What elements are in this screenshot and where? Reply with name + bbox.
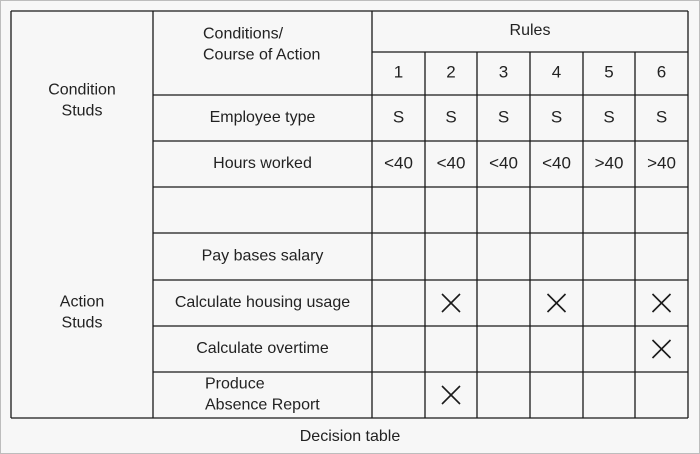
- rule-number-5: 5: [604, 62, 614, 82]
- figure-caption: Decision table: [299, 428, 401, 445]
- row-label: Employee type: [209, 109, 316, 127]
- row-label: Calculate overtime: [196, 340, 329, 358]
- rule-cell-value: >40: [594, 153, 624, 173]
- rule-number-3: 3: [498, 62, 509, 82]
- x-mark: [442, 386, 460, 404]
- rule-number-1: 1: [393, 62, 404, 82]
- row-label: Pay bases salary: [201, 247, 324, 265]
- x-mark: [653, 340, 671, 358]
- row-label: Calculate housing usage: [174, 294, 351, 312]
- rule-cell-value: S: [603, 107, 615, 127]
- rules-header: Rules: [509, 22, 551, 40]
- condition-studs-label: Condition Studs: [48, 81, 116, 120]
- rule-number-2: 2: [446, 62, 456, 82]
- x-mark: [548, 294, 566, 312]
- rule-cell-value: >40: [647, 153, 676, 173]
- row-label: Hours worked: [213, 155, 312, 173]
- table-text: [48, 22, 676, 414]
- x-mark: [442, 294, 460, 312]
- rule-cell-value: S: [550, 107, 563, 127]
- row-label: Produce Absence Report: [205, 375, 320, 414]
- rule-cell-value: S: [655, 107, 668, 127]
- table-marks: [442, 294, 671, 404]
- conditions-course-of-action-header: Conditions/ Course of Action: [203, 25, 321, 64]
- action-studs-label: Action Studs: [59, 293, 105, 332]
- rule-number-6: 6: [656, 62, 667, 82]
- x-mark: [653, 294, 671, 312]
- rule-cell-value: <40: [542, 153, 571, 173]
- rule-cell-value: <40: [436, 153, 466, 173]
- rule-cell-value: S: [497, 107, 510, 127]
- rule-cell-value: S: [392, 107, 405, 127]
- rule-number-4: 4: [551, 62, 562, 82]
- table-grid: [11, 11, 688, 418]
- rule-cell-value: <40: [384, 153, 413, 173]
- rule-cell-value: <40: [489, 153, 518, 173]
- rule-cell-value: S: [445, 107, 457, 127]
